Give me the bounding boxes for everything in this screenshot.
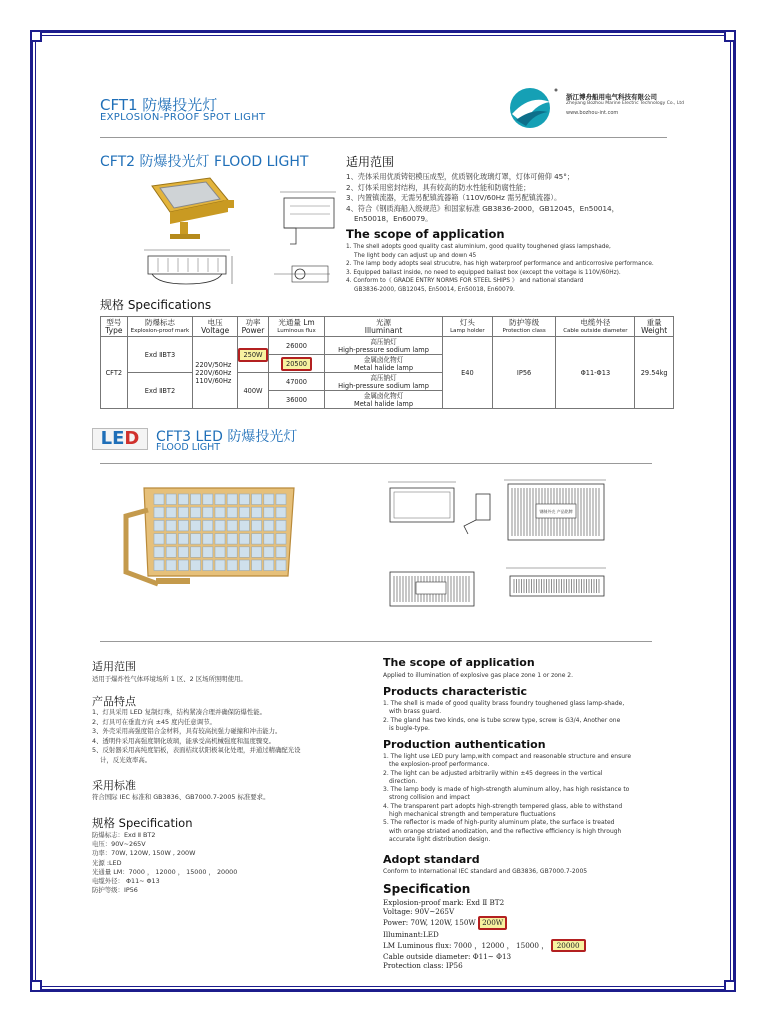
cft3-features-list bbox=[92, 708, 372, 765]
cft3-standard-text: 符合国际 IEC 标准和 GB3836、GB7000.7-2005 标准要求。 bbox=[92, 793, 270, 801]
cell-voltage: 220V/50Hz 220V/60Hz 110V/60Hz bbox=[193, 337, 238, 409]
list-item: 防护等级：IP56 bbox=[92, 886, 138, 895]
led-module bbox=[227, 547, 237, 558]
highlight-flux: 20000 bbox=[551, 939, 586, 952]
led-module bbox=[154, 547, 164, 558]
list-item: 计，反光效率高。 bbox=[100, 755, 152, 764]
led-module bbox=[203, 547, 213, 558]
table-header-row bbox=[101, 317, 674, 337]
led-module bbox=[203, 494, 213, 505]
led-badge: LED bbox=[92, 428, 148, 450]
list-item: 2、灯具可在垂直方向 ±45 度内任意调节。 bbox=[92, 717, 216, 726]
col-cable: 电缆外径 Cable outside diameter bbox=[556, 317, 635, 337]
cft3-scope-cn-text: 适用于爆炸性气体环境场所 1 区、2 区场所照明使用。 bbox=[92, 675, 247, 683]
list-item: 5、反射器采用高纯度铝板，表面桔纹状阳极氧化处理，并通过精确配光设 bbox=[92, 746, 301, 754]
col-flux: 光通量 Lm Luminous flux bbox=[269, 317, 325, 337]
cft3-scope-en-title: The scope of application bbox=[383, 656, 535, 669]
highlight-flux: 20500 bbox=[281, 357, 312, 371]
list-item: 5. The reflector is made of high-purity aluminum plate, the surface is treated bbox=[383, 819, 615, 827]
list-item: the explosion-proof performance. bbox=[389, 761, 490, 769]
led-module bbox=[191, 534, 201, 545]
cft3-spec-en-title: Specification bbox=[383, 882, 471, 896]
list-item: 3、外壳采用高强度铝合金材料，具有较高抗强力碰撞和冲击能力。 bbox=[92, 727, 282, 735]
cell-illuminant: 高压钠灯 High-pressure sodium lamp bbox=[325, 337, 443, 355]
cft3-adopt-text: Conform to International IEC standard and GB3836, GB7000.7-2005 bbox=[383, 868, 588, 875]
list-item: with brass guard. bbox=[389, 708, 442, 716]
led-module bbox=[239, 560, 249, 571]
led-module bbox=[264, 507, 274, 518]
led-module bbox=[191, 547, 201, 558]
list-item: 光通量 LM：7000 ， 12000 ， 15000 ， 20000 bbox=[92, 867, 238, 876]
led-module bbox=[264, 494, 274, 505]
cell-protection: IP56 bbox=[492, 337, 556, 409]
list-item: direction. bbox=[389, 777, 418, 785]
cell-flux: 47000 bbox=[269, 373, 325, 391]
col-power: 功率 Power bbox=[238, 317, 269, 337]
led-module bbox=[178, 547, 188, 558]
frame-corner bbox=[724, 980, 736, 992]
cft2-spec-table bbox=[100, 316, 674, 409]
col-illuminant: 光源 Illuminant bbox=[325, 317, 443, 337]
led-module bbox=[203, 507, 213, 518]
led-module bbox=[215, 507, 225, 518]
company-name-en: Zhejiang Bozhou Marine Electric Technology Co., Ltd bbox=[566, 101, 684, 106]
led-module bbox=[166, 534, 176, 545]
cft2-front-drawing bbox=[138, 244, 238, 292]
led-module bbox=[203, 560, 213, 571]
list-item: 1、灯具采用 LED 复制灯珠，结构紧凑合理并确保防爆性能。 bbox=[92, 708, 267, 716]
col-protection: 防护等级 Protection class bbox=[492, 317, 556, 337]
led-module bbox=[276, 547, 286, 558]
list-item: Voltage: 90V~265V bbox=[383, 907, 455, 917]
led-module bbox=[276, 507, 286, 518]
led-module bbox=[203, 520, 213, 531]
cft3-spec-cn-list bbox=[92, 831, 372, 895]
list-item: 电压：90V~265V bbox=[92, 840, 146, 849]
cft3-products-title: Products characteristic bbox=[383, 685, 528, 698]
col-mark: 防爆标志 Explosion-proof mark bbox=[127, 317, 193, 337]
cft2-scope-cn-list bbox=[346, 172, 691, 225]
led-module bbox=[252, 560, 262, 571]
led-module bbox=[203, 534, 213, 545]
cft3-standard-title: 采用标准 bbox=[92, 779, 136, 792]
led-module bbox=[264, 534, 274, 545]
list-item: Illuminant:LED bbox=[383, 929, 439, 939]
led-module bbox=[154, 494, 164, 505]
led-module bbox=[264, 520, 274, 531]
led-module bbox=[252, 547, 262, 558]
led-module bbox=[239, 520, 249, 531]
led-module bbox=[276, 560, 286, 571]
cell-flux: 26000 bbox=[269, 337, 325, 355]
led-module bbox=[239, 534, 249, 545]
list-item: strong collision and impact bbox=[389, 794, 470, 802]
cft2-scope-en-list bbox=[346, 243, 681, 295]
cft3-scope-cn-title: 适用范围 bbox=[92, 660, 136, 673]
divider bbox=[100, 641, 652, 642]
led-module bbox=[239, 547, 249, 558]
list-item: LM Luminous flux: 7000 ，12000 ， 15000 ， 20000 bbox=[383, 939, 673, 952]
list-item: The light body can adjust up and down 45 bbox=[354, 252, 477, 259]
cft2-scope-en-title: The scope of application bbox=[346, 227, 505, 241]
led-module bbox=[215, 520, 225, 531]
col-type: 型号 Type bbox=[101, 317, 128, 337]
led-module bbox=[178, 507, 188, 518]
frame-corner bbox=[724, 30, 736, 42]
cft3-products-list bbox=[383, 700, 668, 733]
list-item: 功率：70W, 120W, 150W , 200W bbox=[92, 849, 196, 858]
led-module bbox=[154, 520, 164, 531]
list-item: 2. The lamp body adopts seal strucutre, has high waterproof performance and anticorrosive performance. bbox=[346, 261, 654, 268]
drawing-label: 钢制外壳 产品铭牌 bbox=[539, 509, 573, 514]
cell-illuminant: 高压钠灯 High-pressure sodium lamp bbox=[325, 373, 443, 391]
cft2-scope-cn-title: 适用范围 bbox=[346, 155, 395, 169]
cft2-spec-title: 规格 Specifications bbox=[100, 298, 212, 312]
list-item: 3. The lamp body is made of high-strength aluminum alloy, has high resistance to bbox=[383, 786, 630, 794]
company-website: www.bozhou-int.com bbox=[566, 110, 619, 116]
cft2-lamp-photo bbox=[140, 172, 240, 242]
page-subtitle: EXPLOSION-PROOF SPOT LIGHT bbox=[100, 112, 266, 123]
list-item: accurate light distribution design. bbox=[389, 835, 491, 843]
led-module bbox=[154, 534, 164, 545]
cft2-side-drawing bbox=[270, 186, 340, 290]
divider bbox=[100, 137, 667, 138]
led-module bbox=[264, 547, 274, 558]
list-item: high mechanical strength and temperature fluctuations bbox=[389, 811, 556, 819]
cell-flux: 36000 bbox=[269, 391, 325, 409]
cell-flux bbox=[269, 355, 325, 373]
company-logo-icon bbox=[504, 84, 562, 130]
list-item: 1、壳体采用优质铸铝模压成型，优质钢化玻璃灯罩，灯体可俯仰 45°； bbox=[346, 172, 575, 181]
cft3-spec-cn-title: 规格 Specification bbox=[92, 816, 193, 830]
led-module bbox=[178, 494, 188, 505]
cell-cable: Φ11-Φ13 bbox=[556, 337, 635, 409]
led-module bbox=[154, 560, 164, 571]
led-module bbox=[154, 507, 164, 518]
highlight-power: 250W bbox=[238, 348, 267, 362]
led-module bbox=[191, 560, 201, 571]
led-module bbox=[215, 547, 225, 558]
cft3-scope-en-text: Applied to illumination of explosive gas place zone 1 or zone 2. bbox=[383, 672, 574, 679]
led-module bbox=[191, 507, 201, 518]
led-module bbox=[215, 494, 225, 505]
led-module bbox=[276, 520, 286, 531]
highlight-power: 200W bbox=[478, 916, 507, 929]
list-item: 4、透明件采用高强度钢化玻璃，能承受高机械强度和温度骤变。 bbox=[92, 736, 276, 745]
list-item: 电缆外径： Φ11~ Φ13 bbox=[92, 877, 160, 886]
col-weight: 重量 Weight bbox=[635, 317, 674, 337]
table-row bbox=[101, 337, 674, 355]
cell-power: 400W bbox=[238, 373, 269, 409]
list-item: 2、灯体采用密封结构，具有较高的防水性能和防腐性能； bbox=[346, 182, 531, 192]
led-module bbox=[276, 494, 286, 505]
list-item: is bugle-type. bbox=[389, 724, 430, 732]
led-module bbox=[227, 494, 237, 505]
led-module bbox=[252, 534, 262, 545]
list-item: GB3836-2000, GB12045, En50014, En50018, En60079. bbox=[354, 286, 515, 293]
cell-illuminant: 金属卤化物灯 Metal halide lamp bbox=[325, 355, 443, 373]
cft3-production-title: Production authentication bbox=[383, 738, 546, 751]
led-module bbox=[178, 520, 188, 531]
list-item: 4. The transparent part adopts high-strength tempered glass, able to withstand bbox=[383, 802, 623, 810]
led-module bbox=[166, 520, 176, 531]
cft3-spec-en-list bbox=[383, 898, 673, 970]
cell-weight: 29.54kg bbox=[635, 337, 674, 409]
cft3-features-title: 产品特点 bbox=[92, 695, 136, 708]
led-module bbox=[191, 494, 201, 505]
led-module bbox=[178, 560, 188, 571]
cft2-title: CFT2 防爆投光灯 FLOOD LIGHT bbox=[100, 154, 309, 170]
list-item: 3、内置镇流器，无需另配镇流器箱（110V/60Hz 需另配镇流器）。 bbox=[346, 193, 562, 202]
led-module bbox=[166, 560, 176, 571]
list-item: 防爆标志：Exd Ⅱ BT2 bbox=[92, 831, 156, 839]
cell-mark: Exd ⅡBT3 bbox=[127, 337, 193, 373]
list-item: Explosion-proof mark: Exd Ⅱ BT2 bbox=[383, 898, 505, 907]
col-voltage: 电压 Voltage bbox=[193, 317, 238, 337]
led-module bbox=[252, 494, 262, 505]
frame-corner bbox=[30, 30, 42, 42]
list-item: 1. The light use LED pury lamp,with compact and reasonable structure and ensure bbox=[383, 753, 632, 760]
list-item: En50018，En60079。 bbox=[354, 214, 433, 223]
led-module bbox=[178, 534, 188, 545]
divider bbox=[100, 463, 652, 464]
cft3-production-list bbox=[383, 753, 673, 844]
cell-power bbox=[238, 337, 269, 373]
frame-corner bbox=[30, 980, 42, 992]
cell-holder: E40 bbox=[442, 337, 492, 409]
cft3-subtitle: FLOOD LIGHT bbox=[156, 442, 221, 453]
led-module bbox=[227, 507, 237, 518]
page-title: CFT1 防爆投光灯 bbox=[100, 96, 218, 114]
list-item: 3. Equipped ballast inside, no need to equipped ballast box (except the voltage is 110V/60Hz). bbox=[346, 269, 621, 276]
cft3-lamp-photo bbox=[118, 480, 298, 590]
led-module bbox=[252, 520, 262, 531]
list-item: 2. The gland has two kinds, one is tube screw type, screw is G3/4, Another one bbox=[383, 716, 621, 724]
led-module bbox=[166, 507, 176, 518]
list-item: 2. The light can be adjusted arbitrarily within ±45 degrees in the vertical bbox=[383, 769, 603, 777]
led-module bbox=[252, 507, 262, 518]
cell-illuminant: 金属卤化物灯 Metal halide lamp bbox=[325, 391, 443, 409]
led-module bbox=[239, 494, 249, 505]
cell-mark: Exd ⅡBT2 bbox=[127, 373, 193, 409]
list-item: Cable outside diameter: Φ11~ Φ13 bbox=[383, 952, 512, 962]
led-module bbox=[264, 560, 274, 571]
list-item: 1. The shell is made of good quality brass foundry toughened glass lamp-shade, bbox=[383, 700, 625, 707]
led-module bbox=[227, 560, 237, 571]
cell-type: CFT2 bbox=[101, 337, 128, 409]
led-module bbox=[215, 560, 225, 571]
list-item: Protection class: IP56 bbox=[383, 961, 463, 971]
list-item: 4、符合《钢质海船入级规范》和国家标准 GB3836-2000，GB12045，En50014， bbox=[346, 203, 619, 213]
cft3-technical-drawing bbox=[384, 476, 666, 626]
led-module bbox=[166, 494, 176, 505]
company-name: 浙江博舟船用电气科技有限公司 bbox=[566, 93, 657, 101]
list-item: Power: 70W, 120W, 150W 200W bbox=[383, 916, 673, 929]
led-module bbox=[166, 547, 176, 558]
led-module bbox=[227, 520, 237, 531]
led-module bbox=[227, 534, 237, 545]
cft3-adopt-title: Adopt standard bbox=[383, 853, 480, 866]
list-item: 1. The shell adopts good quality cast aluminium, good quality toughened glass lampshade, bbox=[346, 244, 611, 250]
led-module bbox=[215, 534, 225, 545]
list-item: 光源 :LED bbox=[92, 858, 122, 867]
cft3-title: CFT3 LED 防爆投光灯 bbox=[156, 429, 298, 445]
led-module bbox=[239, 507, 249, 518]
led-module bbox=[191, 520, 201, 531]
list-item: with orange striated anodization, and the reflective efficiency is high through bbox=[389, 827, 622, 835]
list-item: 4. Conform to《 GRADE ENTRY NORMS FOR STEEL SHIPS 》 and national standard bbox=[346, 278, 584, 285]
col-holder: 灯头 Lamp holder bbox=[442, 317, 492, 337]
led-module bbox=[276, 534, 286, 545]
